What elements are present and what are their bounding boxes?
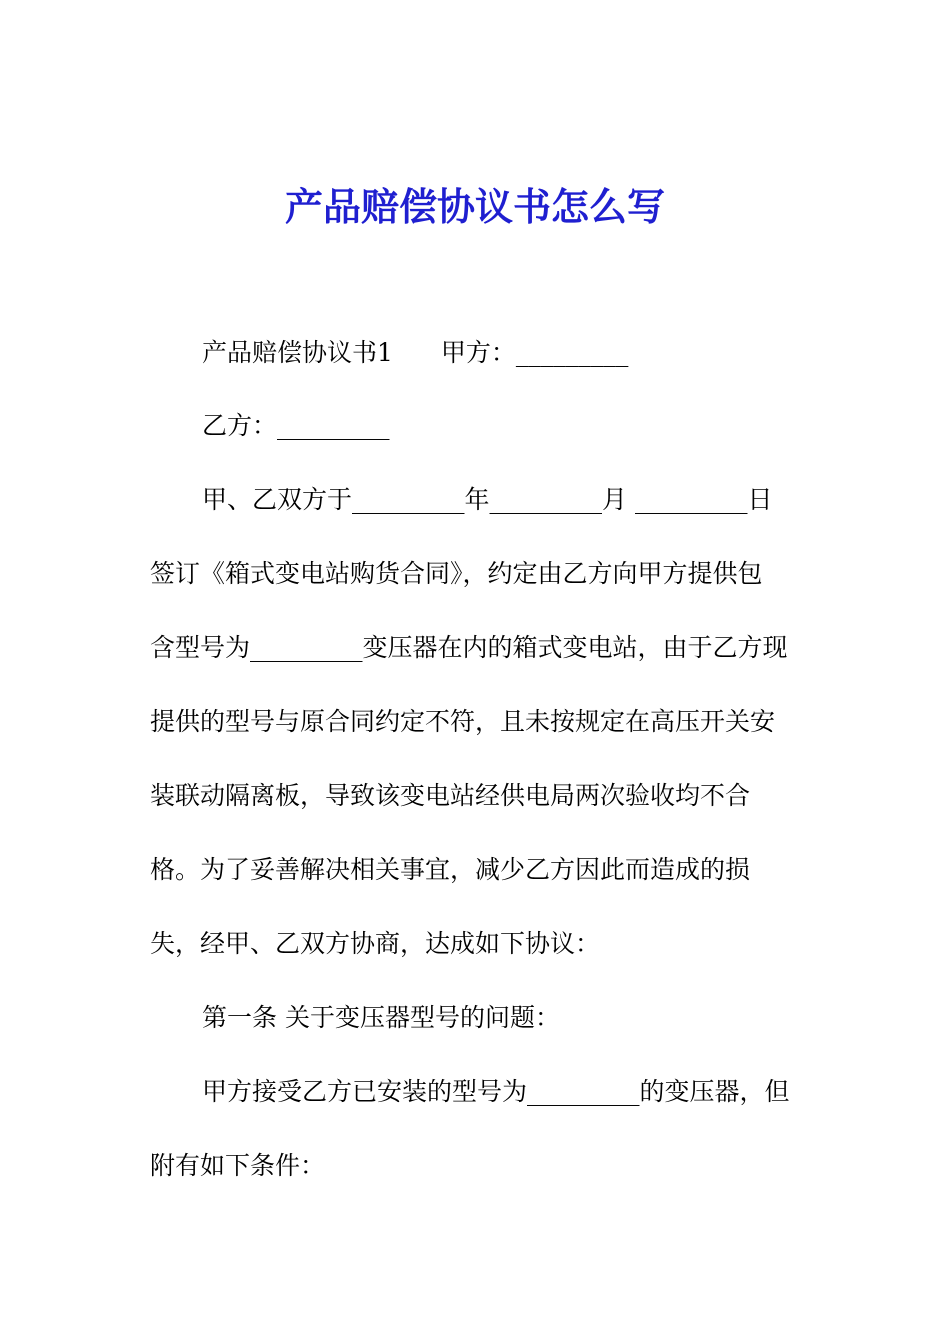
party-b-field: 乙方：_________ (202, 411, 390, 440)
document-title: 产品赔偿协议书怎么写 (284, 184, 665, 229)
paragraph-line-8: 格。为了妥善解决相关事宜，减少乙方因此而造成的损 (150, 855, 751, 884)
party-a-field: 甲方：_________ (440, 338, 629, 367)
paragraph-line-11: 甲方接受乙方已安装的型号为_________的变压器，但 (202, 1077, 790, 1106)
paragraph-line-12: 附有如下条件： (150, 1151, 326, 1180)
paragraph-line-4: 签订《箱式变电站购货合同》，约定由乙方向甲方提供包 (150, 559, 763, 588)
paragraph-line-9: 失，经甲、乙双方协商，达成如下协议： (150, 929, 601, 958)
paragraph-line-7: 装联动隔离板，导致该变电站经供电局两次验收均不合 (150, 781, 751, 810)
agreement-heading: 产品赔偿协议书1 (202, 338, 393, 367)
paragraph-line-5: 含型号为_________变压器在内的箱式变电站，由于乙方现 (150, 633, 788, 662)
paragraph-line-3: 甲、乙双方于_________年_________月 _________日 (202, 485, 773, 514)
paragraph-line-1 (202, 338, 628, 368)
article-one-heading: 第一条 关于变压器型号的问题： (202, 1003, 560, 1032)
paragraph-line-6: 提供的型号与原合同约定不符，且未按规定在高压开关安 (150, 707, 776, 736)
